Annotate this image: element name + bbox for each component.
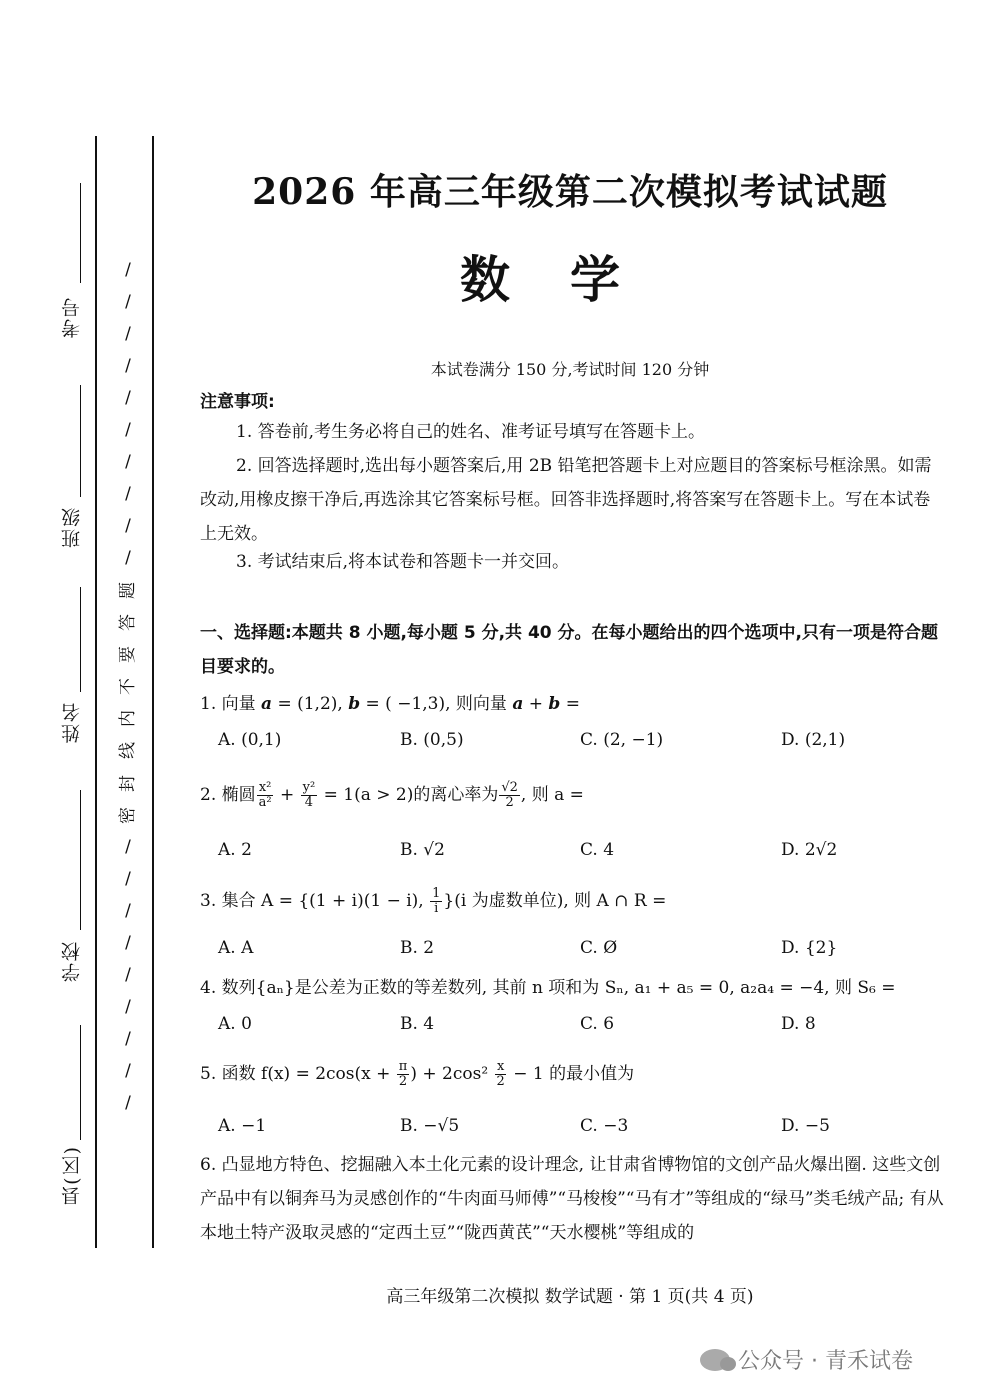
- seal-line-text: [116, 262, 140, 1112]
- question-2-option-c[interactable]: C. 4: [580, 840, 615, 860]
- stem-text: 5. 函数 f(x) = 2cos(x +: [200, 1064, 396, 1084]
- question-5-stem: [200, 1057, 940, 1091]
- seal-char: 密: [117, 806, 138, 824]
- numerator: x: [497, 1059, 505, 1074]
- question-4-option-a[interactable]: A. 0: [218, 1014, 252, 1034]
- field-label-class: 班级: [61, 506, 83, 548]
- field-label-county: 县(区): [61, 1145, 83, 1206]
- notice-item: 1. 答卷前,考生务必将自己的姓名、准考证号填写在答题卡上。: [236, 422, 706, 442]
- vector-b: b: [348, 694, 361, 714]
- fraction: [257, 781, 274, 810]
- question-5-option-a[interactable]: A. −1: [218, 1116, 267, 1136]
- stem-text: = 1(a > 2)的离心率为: [318, 785, 499, 805]
- stem-text: }(i 为虚数单位), 则 A ∩ R =: [443, 891, 667, 911]
- fraction: [430, 887, 442, 916]
- exam-title: 2026 年高三年级第二次模拟考试试题: [252, 171, 888, 213]
- stem-text: , 则 a =: [520, 785, 584, 805]
- vector-a: a: [261, 694, 273, 714]
- field-blank-name[interactable]: [80, 587, 81, 692]
- seal-char: 封: [117, 774, 138, 792]
- margin-line-outer: [95, 136, 97, 1248]
- seal-char: /: [125, 292, 131, 313]
- subject-title: 数学: [460, 251, 680, 309]
- seal-char: /: [125, 420, 131, 441]
- seal-char: /: [125, 1092, 131, 1113]
- stem-text: +: [274, 785, 300, 805]
- stem-text: ) + 2cos²: [410, 1064, 494, 1084]
- field-blank-county[interactable]: [80, 1025, 81, 1140]
- denominator: 4: [304, 795, 314, 810]
- denominator: 2: [398, 1074, 408, 1089]
- question-5-option-c[interactable]: C. −3: [580, 1116, 629, 1136]
- wechat-icon: [700, 1349, 730, 1371]
- numerator: 1: [432, 886, 441, 901]
- vector-a: a: [512, 694, 524, 714]
- question-2-option-d[interactable]: D. 2√2: [781, 840, 838, 860]
- question-2-option-a[interactable]: A. 2: [218, 840, 252, 860]
- stem-text: =: [560, 694, 580, 714]
- stem-text: 3. 集合 A = {(1 + i)(1 − i),: [200, 891, 430, 911]
- seal-char: /: [125, 324, 131, 345]
- question-4-stem: 4. 数列{aₙ}是公差为正数的等差数列, 其前 n 项和为 Sₙ, a₁ + a₅ = 0, a₂a₄ = −4, 则 S₆ =: [200, 978, 896, 998]
- numerator: √2: [501, 780, 518, 795]
- seal-char: /: [125, 548, 131, 569]
- notice-item: 2. 回答选择题时,选出每小题答案后,用 2B 铅笔把答题卡上对应题目的答案标号框涂黑。如需改动,用橡皮擦干净后,再选涂其它答案标号框。回答非选择题时,将答案写在答题卡上。写在本试卷上无效。: [200, 456, 932, 544]
- question-2-stem: [200, 778, 940, 812]
- seal-char: /: [125, 484, 131, 505]
- fraction: [301, 781, 318, 810]
- denominator: 2: [505, 795, 514, 810]
- watermark-text: 公众号 · 青禾试卷: [738, 1349, 913, 1374]
- denominator: a²: [258, 795, 272, 810]
- seal-char: /: [125, 1028, 131, 1049]
- numerator: π: [398, 1059, 408, 1074]
- seal-char: /: [125, 260, 131, 280]
- watermark: [700, 1344, 913, 1375]
- notice-heading: 注意事项:: [200, 392, 275, 412]
- question-3-option-d[interactable]: D. {2}: [781, 938, 838, 958]
- stem-text: 2. 椭圆: [200, 785, 256, 805]
- stem-text: 1. 向量: [200, 694, 262, 714]
- seal-char: /: [125, 868, 131, 889]
- stem-text: = (1,2),: [272, 694, 349, 714]
- seal-char: /: [125, 356, 131, 377]
- stem-text: = ( −1,3), 则向量: [360, 694, 513, 714]
- question-4-option-b[interactable]: B. 4: [400, 1014, 435, 1034]
- denominator: 2: [496, 1074, 505, 1089]
- seal-char: /: [125, 516, 131, 537]
- numerator: y²: [302, 780, 316, 795]
- stem-text: − 1 的最小值为: [507, 1064, 635, 1084]
- seal-char: 题: [117, 582, 138, 600]
- exam-info: 本试卷满分 150 分,考试时间 120 分钟: [430, 360, 710, 379]
- fraction: [499, 781, 520, 810]
- seal-char: 要: [117, 646, 138, 664]
- seal-char: /: [125, 836, 131, 857]
- seal-char: /: [125, 388, 131, 409]
- seal-char: 线: [117, 742, 138, 760]
- section-heading: 一、选择题:本题共 8 小题,每小题 5 分,共 40 分。在每小题给出的四个选项中,只有一项是符合题目要求的。: [200, 623, 938, 677]
- question-2-option-b[interactable]: B. √2: [400, 840, 445, 860]
- field-blank-school[interactable]: [80, 790, 81, 930]
- seal-char: /: [125, 996, 131, 1017]
- stem-text: +: [523, 694, 549, 714]
- field-blank-class[interactable]: [80, 385, 81, 497]
- question-1-option-c[interactable]: C. (2, −1): [580, 730, 664, 750]
- question-5-option-d[interactable]: D. −5: [781, 1116, 830, 1136]
- seal-char: 不: [117, 678, 138, 696]
- fraction: [495, 1060, 507, 1089]
- field-label-exam-number: 考号: [61, 296, 83, 338]
- question-3-option-c[interactable]: C. Ø: [580, 938, 618, 958]
- question-6-stem: 6. 凸显地方特色、挖掘融入本土化元素的设计理念, 让甘肃省博物馆的文创产品火爆出圈. 这些文创产品中有以铜奔马为灵感创作的“牛肉面马师傅”“马梭梭”“马有才”等组成的“绿马”类毛绒产品; 有从本地土特产汲取灵感的“定西土豆”“陇西黄芪”“天水樱桃”等组成的: [200, 1155, 944, 1243]
- question-3-stem: [200, 884, 940, 918]
- seal-char: 答: [117, 614, 138, 632]
- question-3-option-a[interactable]: A. A: [218, 938, 254, 958]
- field-label-name: 姓名: [61, 701, 83, 743]
- field-label-school: 学校: [61, 940, 83, 982]
- question-3-option-b[interactable]: B. 2: [400, 938, 435, 958]
- fraction: [397, 1060, 410, 1089]
- seal-char: /: [125, 1060, 131, 1081]
- question-5-option-b[interactable]: B. −√5: [400, 1116, 460, 1136]
- question-1-option-b[interactable]: B. (0,5): [400, 730, 464, 750]
- seal-char: /: [125, 452, 131, 473]
- numerator: x²: [258, 780, 272, 795]
- notice-item: 3. 考试结束后,将本试卷和答题卡一并交回。: [236, 552, 570, 572]
- question-4-option-c[interactable]: C. 6: [580, 1014, 615, 1034]
- denominator: i: [434, 901, 439, 916]
- page-footer: 高三年级第二次模拟 数学试题 · 第 1 页(共 4 页): [386, 1287, 754, 1307]
- question-1-option-a[interactable]: A. (0,1): [218, 730, 282, 750]
- question-4-option-d[interactable]: D. 8: [781, 1014, 816, 1034]
- question-1-stem: [200, 692, 940, 716]
- seal-char: /: [125, 932, 131, 953]
- seal-char: /: [125, 900, 131, 921]
- vector-b: b: [548, 694, 561, 714]
- question-1-option-d[interactable]: D. (2,1): [781, 730, 846, 750]
- seal-char: 内: [117, 710, 138, 728]
- field-blank-exam-number[interactable]: [80, 183, 81, 283]
- seal-char: /: [125, 964, 131, 985]
